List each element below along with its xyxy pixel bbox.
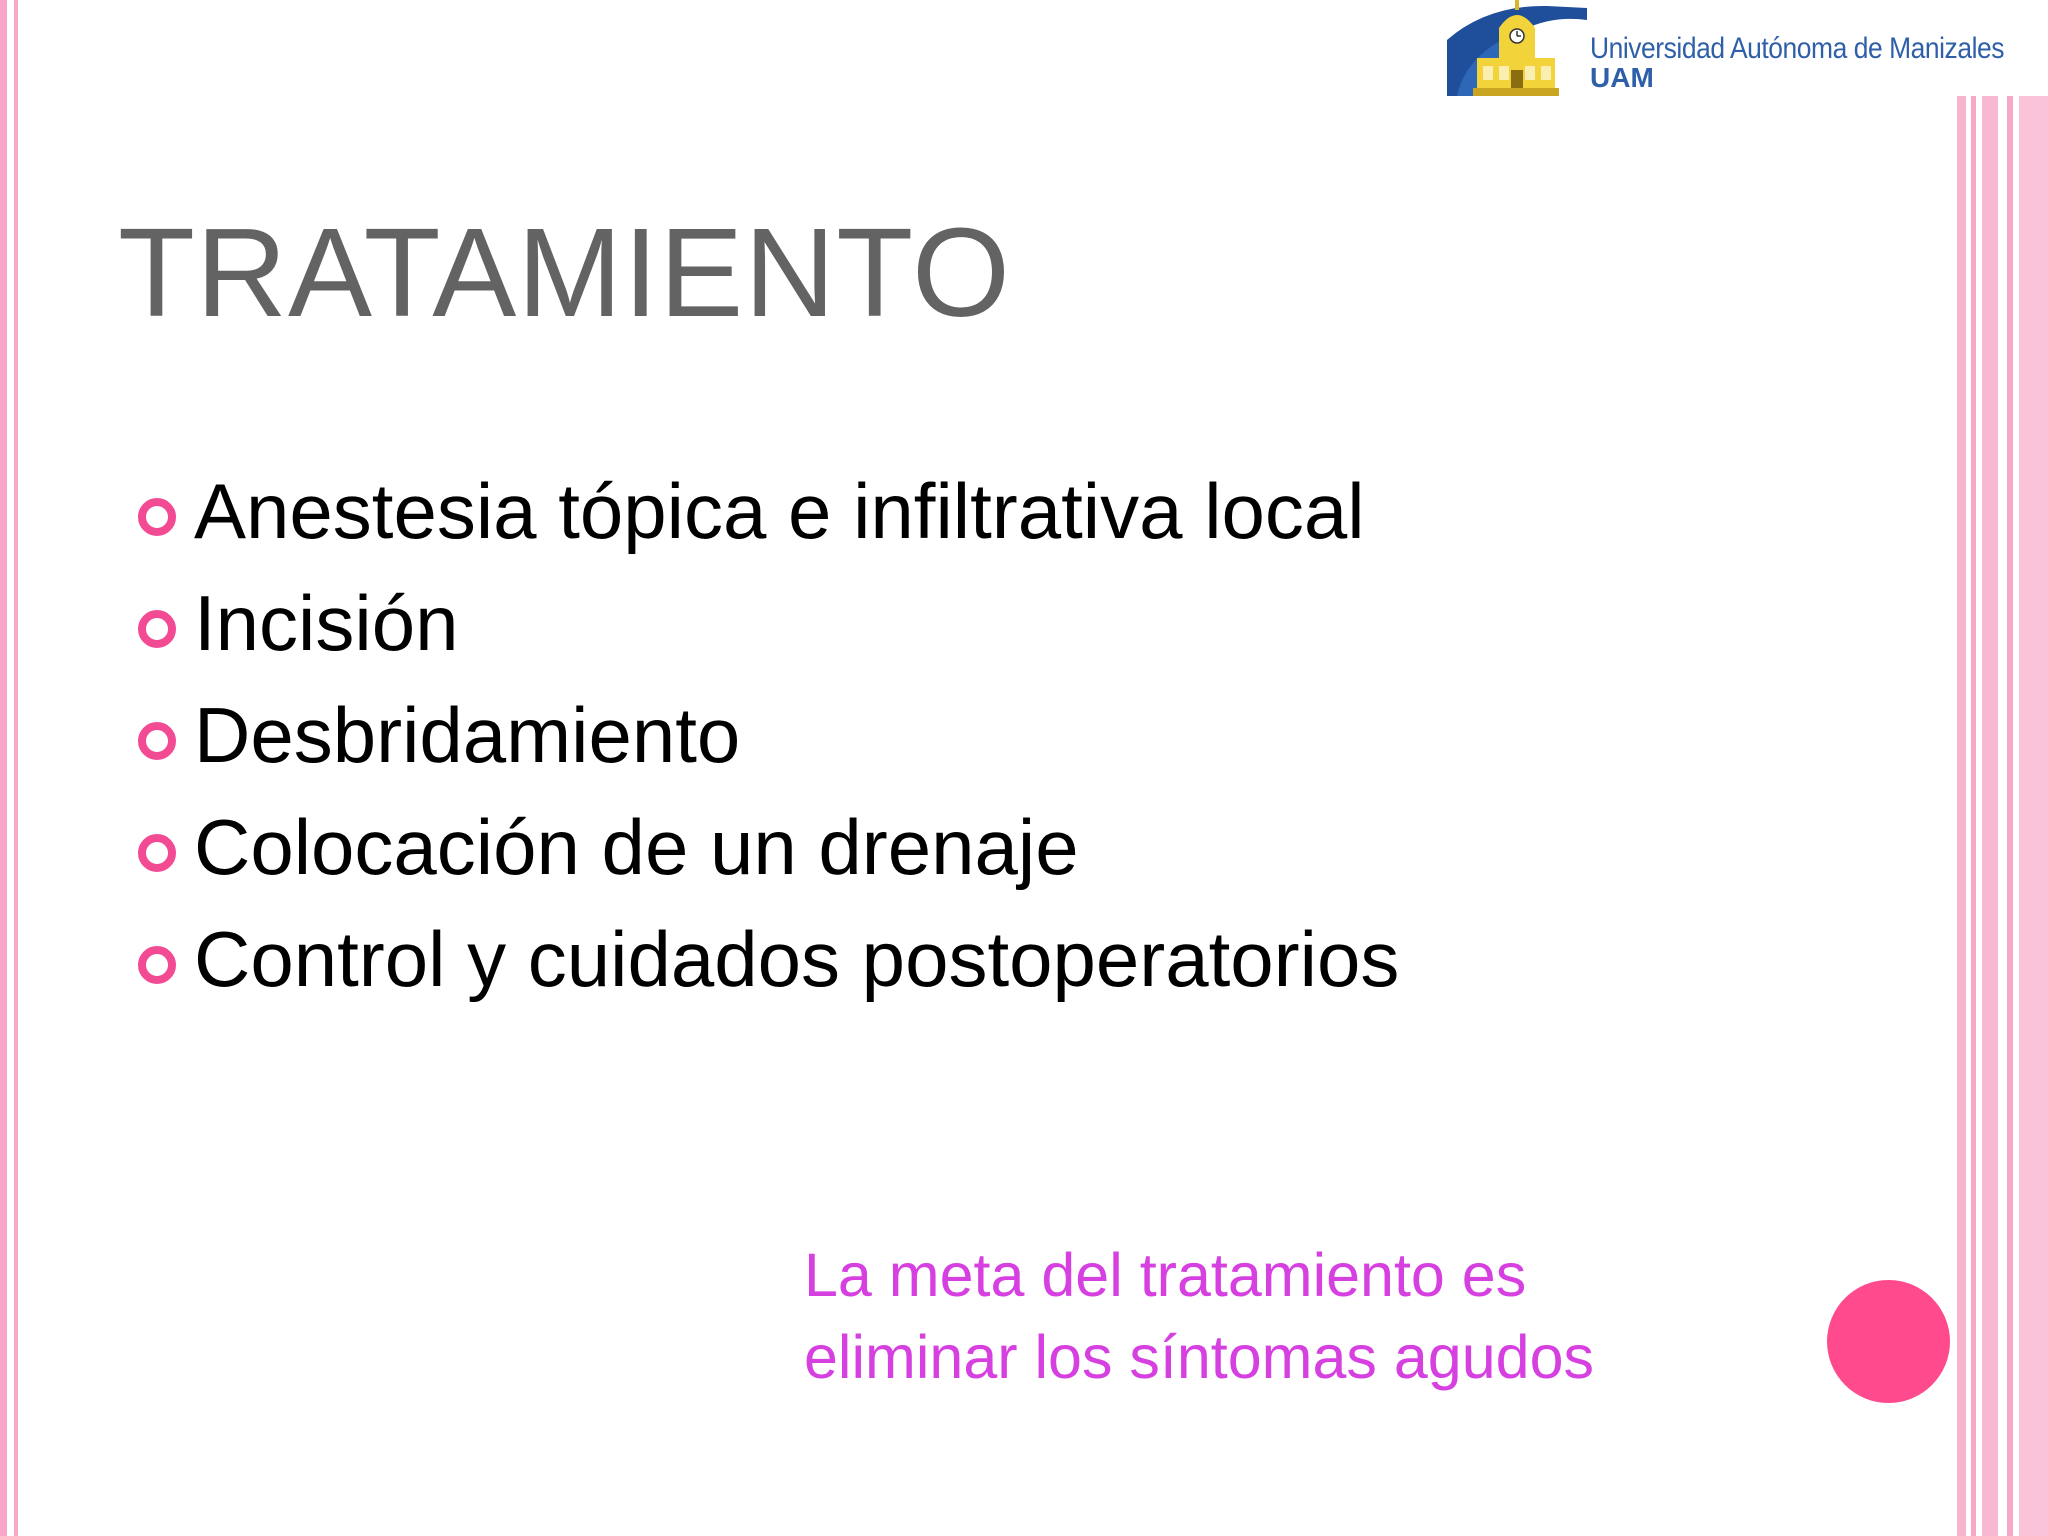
- left-decorative-bar-thin: [14, 0, 18, 1536]
- note-line-1: La meta del tratamiento es: [804, 1241, 1527, 1309]
- slide-title: TRATAMIENTO: [118, 202, 1011, 343]
- list-item: [136, 796, 1536, 908]
- bullet-list: [136, 460, 1536, 1020]
- bullet-text: Desbridamiento: [194, 691, 741, 779]
- list-item: [136, 908, 1536, 1020]
- right-decorative-stripes: [1957, 96, 2048, 1536]
- bullet-ring-icon: [138, 610, 176, 648]
- bullet-ring-icon: [138, 498, 176, 536]
- stripe: [1971, 96, 1976, 1536]
- decorative-circle-icon: [1827, 1280, 1950, 1403]
- bullet-text: Incisión: [194, 579, 459, 667]
- university-logo: [1447, 0, 2007, 96]
- stripe: [1982, 96, 1998, 1536]
- bullet-ring-icon: [138, 834, 176, 872]
- bullet-ring-icon: [138, 946, 176, 984]
- logo-abbreviation: UAM: [1590, 62, 1654, 93]
- list-item: [136, 460, 1536, 572]
- stripe: [1957, 96, 1966, 1536]
- bullet-ring-icon: [138, 722, 176, 760]
- bullet-text: Colocación de un drenaje: [194, 803, 1079, 891]
- university-building-logo-icon: [1447, 0, 1587, 96]
- list-item: [136, 684, 1536, 796]
- stripe: [2007, 96, 2013, 1536]
- note-line-2: eliminar los síntomas agudos: [804, 1323, 1594, 1391]
- stripe: [2019, 96, 2048, 1536]
- bullet-text: Anestesia tópica e infiltrativa local: [194, 467, 1365, 555]
- logo-institution-name: Universidad Autónoma de Manizales: [1590, 32, 2004, 65]
- list-item: [136, 572, 1536, 684]
- left-decorative-bar: [0, 0, 7, 1536]
- treatment-goal-note: [804, 1234, 1594, 1398]
- bullet-text: Control y cuidados postoperatorios: [194, 915, 1400, 1003]
